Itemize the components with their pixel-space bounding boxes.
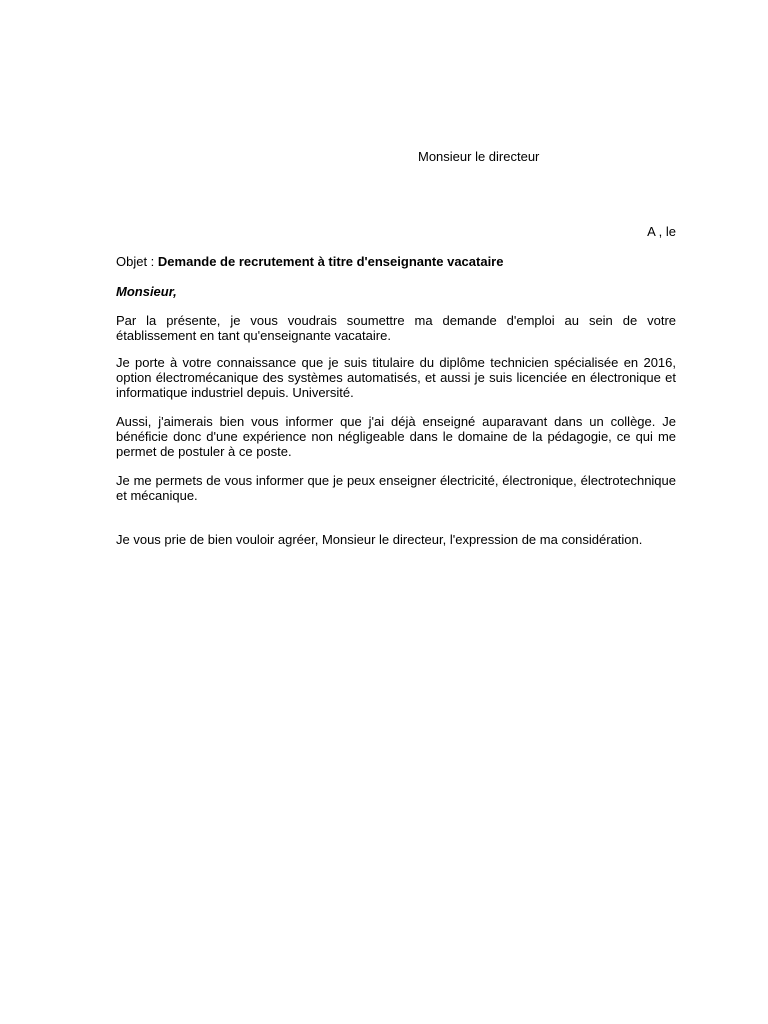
salutation: Monsieur, (116, 284, 177, 299)
body-paragraph: Par la présente, je vous voudrais soumettre ma demande d'emploi au sein de votre établissement en tant qu'enseignante vacataire. (116, 313, 676, 343)
closing-formula: Je vous prie de bien vouloir agréer, Monsieur le directeur, l'expression de ma considération. (116, 532, 643, 547)
subject-label: Objet : (116, 254, 158, 269)
recipient-line: Monsieur le directeur (418, 149, 540, 164)
subject-line (116, 254, 503, 269)
subject-text: Demande de recrutement à titre d'enseignante vacataire (157, 254, 504, 269)
body-paragraph: Je porte à votre connaissance que je suis titulaire du diplôme technicien spécialisée en 2016, option électromécanique des systèmes automatisés, et aussi je suis licenciée en électronique et informatique industriel depuis. Université. (116, 355, 676, 400)
body-paragraph: Aussi, j'aimerais bien vous informer que j'ai déjà enseigné auparavant dans un collège. Je bénéficie donc d'une expérience non négligeable dans le domaine de la pédagogie, ce qui me permet de postuler à ce poste. (116, 414, 676, 459)
place-date-line: A , le (647, 224, 676, 239)
body-paragraph: Je me permets de vous informer que je peux enseigner électricité, électronique, électrotechnique et mécanique. (116, 473, 676, 503)
